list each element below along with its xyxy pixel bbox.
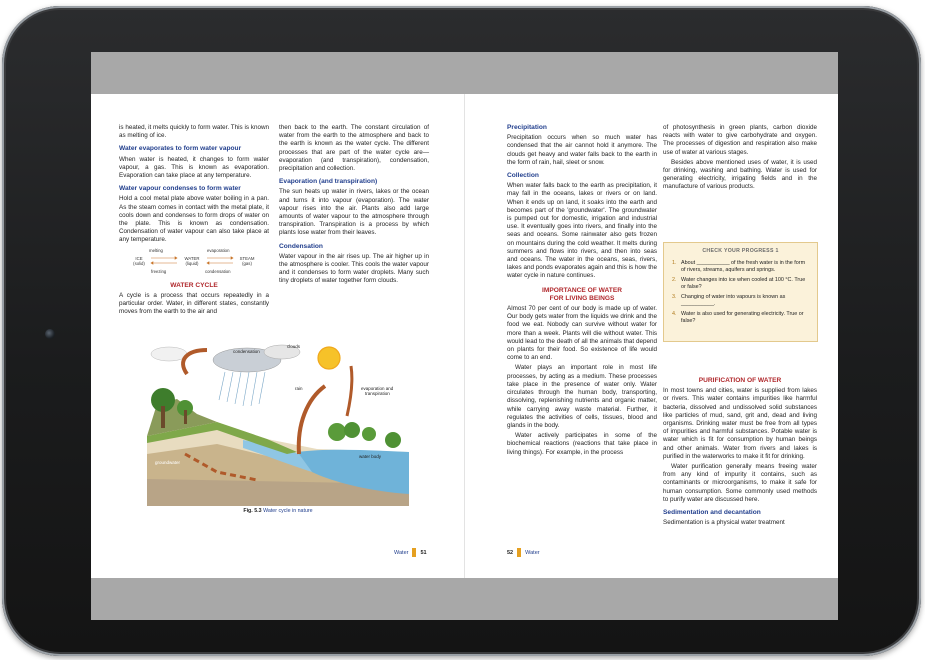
svg-text:water body: water body <box>359 454 382 459</box>
sedimentation-heading: Sedimentation and decantation <box>663 509 761 517</box>
question-number: 4. <box>672 311 677 317</box>
question-text: About ___________ of the fresh water is in the form of rivers, streams, aquifers and springs. <box>681 260 806 273</box>
condenses-heading: Water vapour condenses to form water <box>119 185 241 193</box>
importance-paragraph-3: Water actively participates in some of the biochemical reactions (reactions that take place in living things). For example, in the process <box>507 432 657 456</box>
left-page-column-1 <box>119 124 269 318</box>
water-cycle-heading: WATER CYCLE <box>170 281 218 289</box>
steam-state: STEAM (gas) <box>239 255 255 266</box>
right-page-column-2 <box>663 124 817 194</box>
question-text: Water is also used for generating electricity. True or false? <box>681 311 804 324</box>
page-footer-51: Water 51 <box>394 549 427 556</box>
importance-heading-line-1: IMPORTANCE OF WATER <box>542 286 622 294</box>
svg-text:evaporation and: evaporation and <box>361 386 394 391</box>
importance-heading-line-2: FOR LIVING BEINGS <box>549 294 615 302</box>
camera-lens <box>45 329 55 339</box>
progress-question-1 <box>672 260 811 274</box>
question-number: 3. <box>672 294 677 300</box>
progress-question-3 <box>672 294 811 308</box>
book-page-51[interactable] <box>91 94 465 578</box>
water-cycle-illustration <box>147 344 409 506</box>
tablet-frame <box>2 6 921 656</box>
question-text: Changing of water into vapours is known as ___________. <box>681 294 786 307</box>
photosynthesis-paragraph: of photosynthesis in green plants, carbon dioxide reacts with water to give carbohydrate and oxygen. The processes of digestion and respiration also make use of water at various stages. <box>663 124 817 156</box>
water-cycle-continued: then back to the earth. The constant circulation of water from the earth to the atmosphere and back to the earth is known as the water cycle. The different processes that are part of the water cycle are—evaporation (and transpiration), condensation, precipitation and collection. <box>279 124 429 173</box>
purification-paragraph-1: In most towns and cities, water is supplied from lakes or rivers. This water contains impurities like harmful bacteria, dissolved and undissolved solid substances like particles of mud, sand, grit and, dead and living organisms. Drinking water must be free from all types of impurities and harmful substances. Potable water is water which is fit for consumption by human beings and other animals. Water from rivers and lakes is purified in the waterworks to make it fit for drinking. <box>663 387 817 460</box>
evap-transpiration-paragraph: The sun heats up water in rivers, lakes or the ocean and turns it into vapour (evaporation). The water vapour rises into the air. Plants also add large amounts of water vapour to the atmosphere through transpiration. Transpiration is a process by which plants lose water from their leaves. <box>279 188 429 237</box>
evaporation-label: evaporation <box>207 247 230 253</box>
svg-text:transpiration: transpiration <box>365 391 390 396</box>
evap-transpiration-heading: Evaporation (and transpiration) <box>279 178 378 186</box>
evaporation-heading: Water evaporates to form water vapour <box>119 145 242 153</box>
states-of-water-diagram <box>119 248 269 276</box>
freezing-label: freezing <box>151 268 167 274</box>
question-number: 2. <box>672 277 677 283</box>
precipitation-paragraph: Precipitation occurs when so much water has condensed that the air cannot hold it anymore. The clouds get heavy and water falls back to the earth in the form of rain, hail, sleet or snow. <box>507 134 657 166</box>
condensation-label: condensation <box>205 268 231 274</box>
question-text: Water changes into ice when cooled at 100 °C. True or false? <box>681 277 806 290</box>
state-arrows-icon <box>119 248 269 276</box>
question-number: 1. <box>672 260 677 266</box>
check-your-progress-box <box>663 242 818 342</box>
condenses-paragraph: Hold a cool metal plate above water boiling in a pan. As the steam comes in contact with the metal plate, it cools down and condenses to form drops of water on the plate. This is known as condensation. Condensation of water vapour can also take place at any temperature. <box>119 195 269 244</box>
page-footer-52: 52 Water <box>507 549 540 556</box>
progress-question-2 <box>672 277 811 291</box>
svg-text:clouds: clouds <box>287 344 301 349</box>
importance-paragraph-2: Water plays an important role in most life processes, by acting as a medium. These processes take place in the presence of water only. Water circulates through the human body, transporting, dissolving, replenishing nutrients and organic matter, while carrying away waste material. Further, it regulates the activities of cells, tissues, blood and glands in the body. <box>507 364 657 429</box>
figure-caption: Fig. 5.3 Water cycle in nature <box>243 508 313 514</box>
svg-text:condensation: condensation <box>233 349 260 354</box>
melting-label: melting <box>149 247 163 253</box>
right-page-column-1 <box>507 124 657 459</box>
condensation-heading: Condensation <box>279 242 323 250</box>
tablet-screen[interactable] <box>91 52 838 620</box>
purification-paragraph-2: Water purification generally means freeing water from any kind of impurity it contains, such as contaminants or microorganisms, to make it safe for human consumption. Some commonly used methods to purify water are discussed here. <box>663 463 817 503</box>
water-cycle-paragraph: A cycle is a process that occurs repeatedly in a particular order. Water, in different states, constantly moves from the earth to the air and <box>119 291 269 316</box>
melting-paragraph: is heated, it melts quickly to form water. This is known as melting of ice. <box>119 124 269 140</box>
collection-paragraph: When water falls back to the earth as precipitation, it may fall in the oceans, lakes or rivers or on land. When it ends up on land, it soaks into the earth and becomes part of the 'groundwater'. The groundwater is pumped out for domestic, irrigation and industrial use. It eventually goes into rivers, and finally into the seas and oceans. Some rainwater also gets frozen on mountains during the cold weather. It melts during summers and flows into rivers, and then into seas and oceans. The water in the oceans, seas, rivers, lakes and ponds evaporates again and this is how the water cycle in nature continues. <box>507 182 657 280</box>
right-page-column-2-lower <box>663 377 817 529</box>
evaporation-paragraph: When water is heated, it changes to form water vapour, a gas. This is known as evaporation. Evaporation can take place at any temperature. <box>119 155 269 180</box>
ice-state: ICE (solid) <box>133 255 145 266</box>
book-page-52[interactable] <box>465 94 838 578</box>
left-page-column-2 <box>279 124 429 288</box>
svg-text:groundwater: groundwater <box>155 460 181 465</box>
collection-heading: Collection <box>507 172 539 180</box>
water-state: WATER (liquid) <box>184 255 200 266</box>
purification-heading: PURIFICATION OF WATER <box>698 377 782 384</box>
progress-question-list <box>664 260 817 325</box>
progress-title: CHECK YOUR PROGRESS 1 <box>702 248 779 254</box>
uses-paragraph: Besides above mentioned uses of water, it is used for drinking, washing and bathing. Water is used for generating electricity, irrigating fields and in the manufacture of various products. <box>663 158 817 191</box>
precipitation-heading: Precipitation <box>507 124 547 131</box>
sedimentation-paragraph: Sedimentation is a physical water treatment <box>663 519 785 527</box>
progress-question-4 <box>672 311 811 325</box>
importance-paragraph-1: Almost 70 per cent of our body is made up of water. Our body gets water from the liquids we drink and the food we eat. Nobody can survive without water for more than a week. Plants will die without water. This would lead to the death of all the animals that depend on plants for their food. So existence of life would come to an end. <box>507 305 657 362</box>
condensation-paragraph: Water vapour in the air rises up. The air higher up in the atmosphere is cooler. This cools the water vapour and it condenses to form water droplets. Many such tiny droplets of water together form clouds. <box>279 252 429 285</box>
svg-text:rain: rain <box>295 386 303 391</box>
